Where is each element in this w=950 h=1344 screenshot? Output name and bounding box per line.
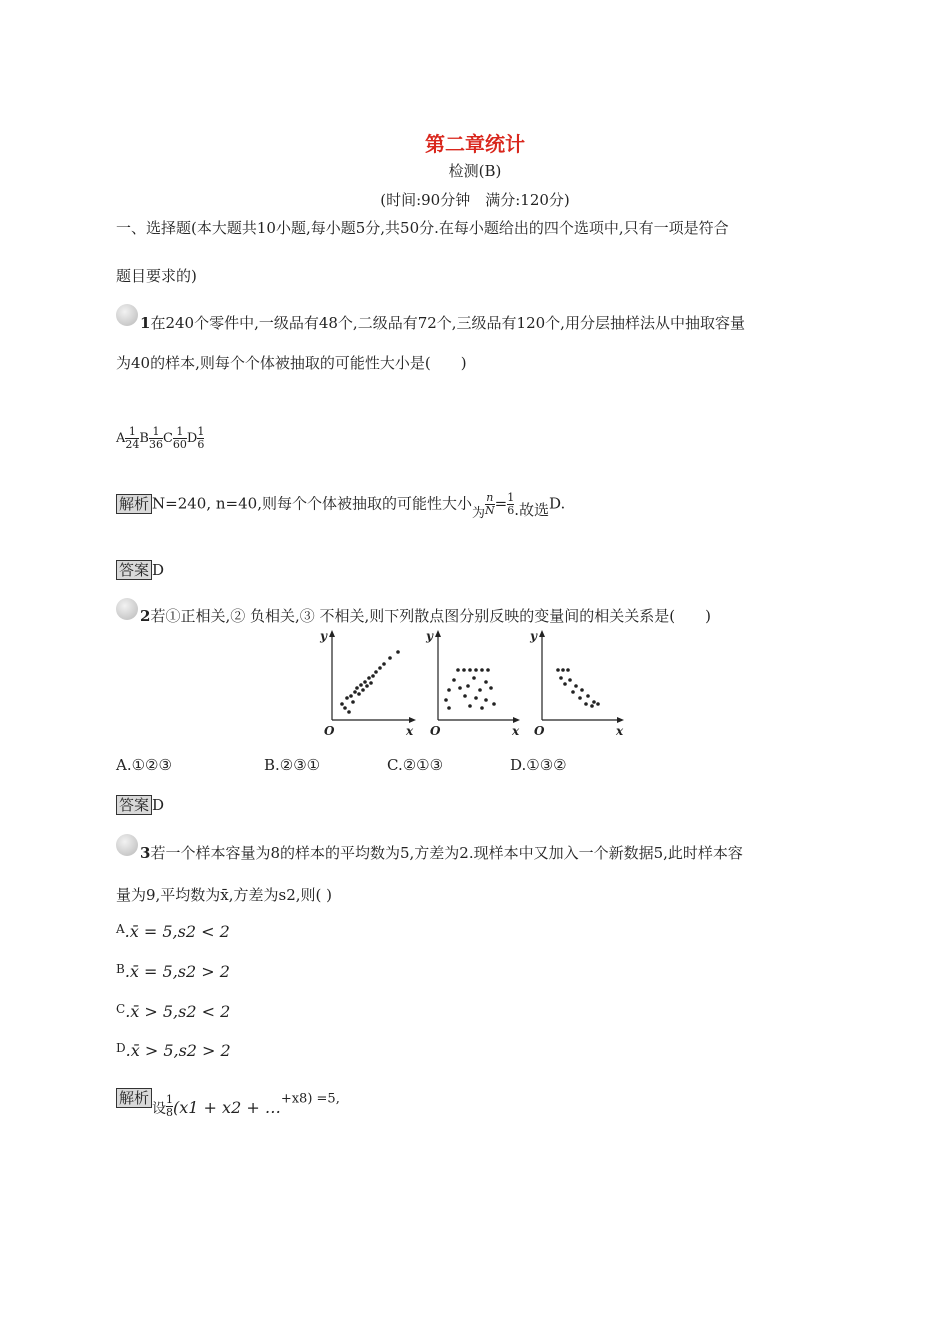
question-marker-icon [116, 598, 138, 620]
analysis-tag: 解析 [116, 494, 152, 514]
plot3-points [556, 668, 600, 708]
plot1-points [340, 650, 400, 714]
plot2-y-label: y [426, 629, 433, 643]
q3-analysis: 解析设 $\frac{1}{8}$ (x1 + x2 + …+x8) =5, [116, 1086, 340, 1111]
plot3-x-label: x [616, 724, 624, 738]
plot2-x-label: x [512, 724, 520, 738]
q1-analysis-text: N=240, n=40,则每个个体被抽取的可能性大小 [152, 494, 472, 513]
time-info: (时间:90分钟 满分:120分) [380, 191, 570, 209]
q3-number: 3 [140, 844, 151, 862]
scatter-plot-2 [425, 629, 520, 738]
q1-options [116, 426, 204, 451]
answer-tag: 答案 [116, 560, 152, 580]
q1-option-d-fraction: $\frac{1}{6}$ [197, 425, 205, 451]
q1-text-line1 [140, 312, 745, 333]
plot3-origin-label: O [534, 724, 545, 738]
question-marker-icon [116, 304, 138, 326]
section-intro-line1: 一、选择题(本大题共10小题,每小题5分,共50分.在每小题给出的四个选项中,只有一项是符合 [116, 219, 729, 237]
q3-text: 若一个样本容量为8的样本的平均数为5,方差为2.现样本中又加入一个新数据5,此时样本容 [150, 844, 743, 862]
q2-answer-value: D [152, 796, 165, 814]
q1-option-b-label: B [139, 431, 149, 446]
q3-text-line1 [140, 842, 743, 863]
plot2-points [444, 668, 496, 710]
q1-analysis-fraction-1-over-6: $\frac{1}{6}$ [507, 491, 515, 517]
q2-text: 若①正相关,② 负相关,③ 不相关,则下列散点图分别反映的变量间的相关关系是( ) [150, 607, 711, 625]
q2-number: 2 [140, 607, 151, 625]
q3-analysis-fraction: $\frac{1}{8}$ [166, 1093, 174, 1119]
scatter-plot-3 [529, 629, 624, 738]
q1-option-a-fraction: $\frac{1}{24}$ [125, 425, 140, 451]
plot3-y-label: y [530, 629, 537, 643]
q2-answer [116, 795, 164, 815]
q1-option-c-fraction: $\frac{1}{60}$ [172, 425, 187, 451]
answer-tag: 答案 [116, 795, 152, 815]
scatter-plot-1 [319, 629, 416, 738]
page-title: 第二章统计 [425, 132, 525, 156]
section-intro-line2: 题目要求的) [116, 267, 197, 285]
q1-text-line2: 为40的样本,则每个个体被抽取的可能性大小是( ) [116, 354, 467, 372]
q1-option-c-label: C [162, 431, 173, 446]
q1-answer [116, 560, 164, 580]
q2-option-d: D.①③② [510, 756, 567, 774]
q2-option-c: C.②①③ [387, 756, 444, 774]
q2-option-a: A.①②③ [116, 756, 172, 774]
plot1-x-label: x [406, 724, 414, 738]
scatter-plots-figure [318, 628, 638, 740]
q1-analysis-fraction-n-over-N: $\frac{n}{N}$ [484, 491, 495, 517]
q2-text-line [140, 605, 711, 626]
q1-text: 在240个零件中,一级品有48个,二级品有72个,三级品有120个,用分层抽样法从中抽取容量 [150, 314, 745, 332]
q2-option-b: B.②③① [264, 756, 321, 774]
q1-option-a-label: A [116, 431, 126, 446]
plot1-origin-label: O [324, 724, 335, 738]
q3-option-c: $^C$.x̄ > 5,s2 < 2 [116, 1002, 231, 1021]
plot1-y-label: y [320, 629, 327, 643]
question-marker-icon [116, 834, 138, 856]
q1-option-d-label: D [186, 431, 198, 446]
q3-option-b: $^B$.x̄ = 5,s2 > 2 [116, 962, 230, 981]
q1-number: 1 [140, 314, 151, 332]
q1-answer-value: D [152, 561, 165, 579]
analysis-tag: 解析 [116, 1088, 152, 1108]
plot2-origin-label: O [430, 724, 441, 738]
q1-analysis: 解析 N=240, n=40,则每个个体被抽取的可能性大小为 $\frac{n}{N}$ = $\frac{1}{6}$ .故选D. [116, 492, 565, 517]
q3-option-d: $^D$.x̄ > 5,s2 > 2 [116, 1041, 231, 1060]
q1-option-b-fraction: $\frac{1}{36}$ [148, 425, 163, 451]
page-subtitle: 检测(B) [448, 162, 502, 180]
q3-text-line2: 量为9,平均数为x̄,方差为s2,则( ) [116, 886, 333, 904]
q3-option-a: $^A$.x̄ = 5,s2 < 2 [116, 922, 230, 941]
